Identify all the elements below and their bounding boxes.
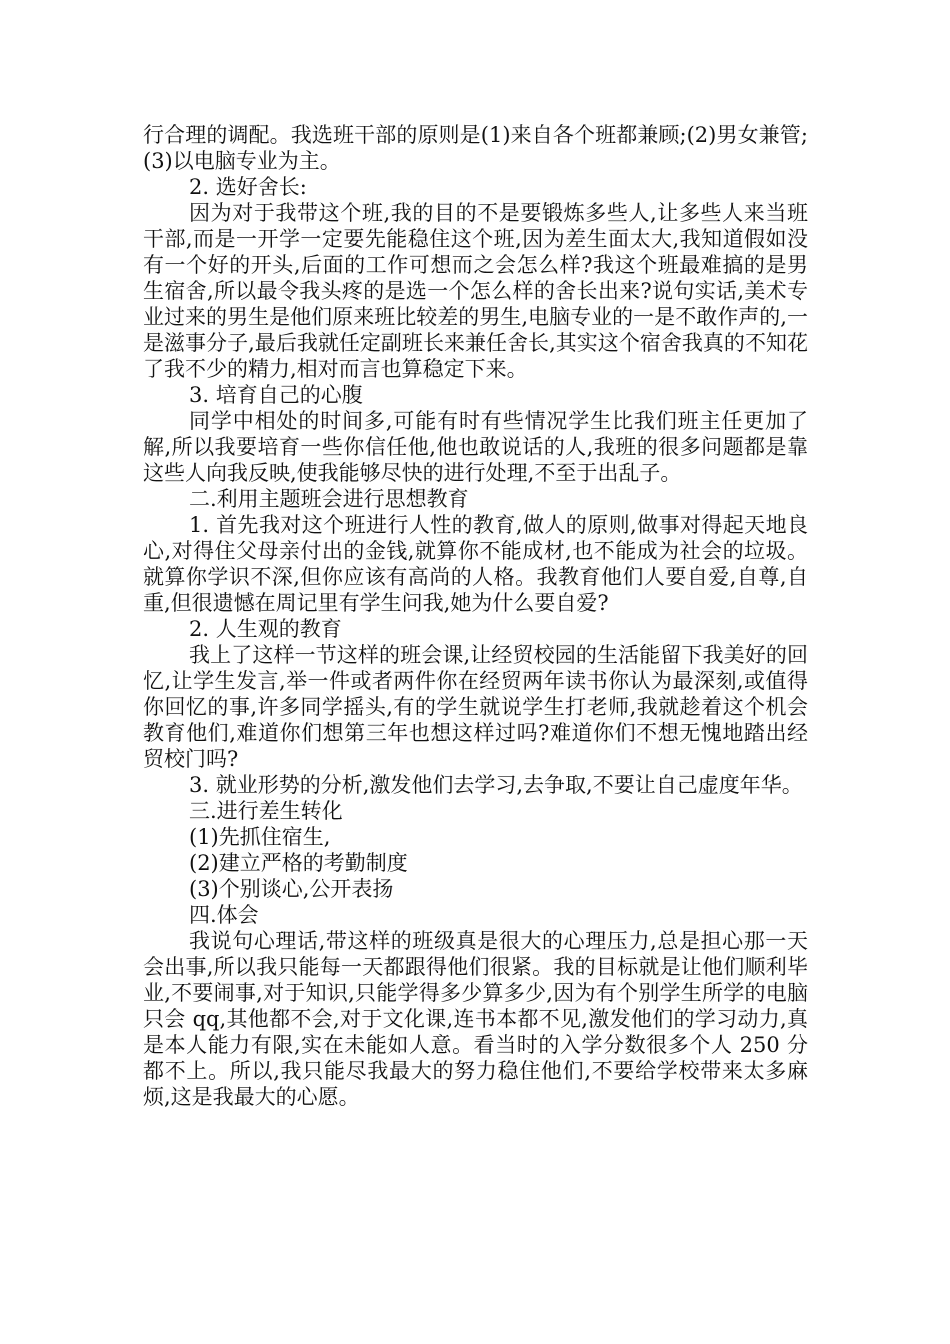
- subheading-select-dorm-leader: 2. 选好舍长:: [189, 175, 307, 199]
- list-item-attendance: (2)建立严格的考勤制度: [189, 851, 408, 875]
- subheading-life-outlook: 2. 人生观的教育: [189, 617, 342, 641]
- paragraph-confidants: 同学中相处的时间多,可能有时有些情况学生比我们班主任更加了解,所以我要培育一些你信任他,他也敢说话的人,我班的很多问题都是靠这些人向我反映,使我能够尽快的进行处理,不至于出乱子。: [143, 409, 808, 485]
- section-heading-reflection: 四.体会: [189, 903, 259, 927]
- paragraph-continuation: 行合理的调配。我选班干部的原则是(1)来自各个班都兼顾;(2)男女兼管;(3)以电脑专业为主。: [143, 123, 808, 173]
- list-item-talk-praise: (3)个别谈心,公开表扬: [189, 877, 394, 901]
- paragraph-life-outlook: 我上了这样一节这样的班会课,让经贸校园的生活能留下我美好的回忆,让学生发言,举一件或者两件你在经贸两年读书你认为最深刻,或值得你回忆的事,许多同学摇头,有的学生就说学生打老师,我就趁着这个机会教育他们,难道你们想第三年也想这样过吗?难道你们不想无愧地踏出经贸校门吗?: [143, 643, 808, 771]
- paragraph-humanity-education: 1. 首先我对这个班进行人性的教育,做人的原则,做事对得起天地良心,对得住父母亲付出的金钱,就算你不能成材,也不能成为社会的垃圾。就算你学识不深,但你应该有高尚的人格。我教育他们人要自爱,自尊,自重,但很遗憾在周记里有学生问我,她为什么要自爱?: [143, 513, 808, 615]
- subheading-cultivate-confidants: 3. 培育自己的心腹: [189, 383, 363, 407]
- paragraph-employment: 3. 就业形势的分析,激发他们去学习,去争取,不要让自己虚度年华。: [189, 773, 803, 797]
- paragraph-reflection: 我说句心理话,带这样的班级真是很大的心理压力,总是担心那一天会出事,所以我只能每一天都跟得他们很紧。我的目标就是让他们顺利毕业,不要闹事,对于知识,只能学得多少算多少,因为有个别学生所学的电脑只会 qq,其他都不会,对于文化课,连书本都不见,激发他们的学习动力,真是本人能力有限,实在未能如人意。看当时的入学分数很多个人 250 分都不上。所以,我只能尽我最大的努力稳住他们,不要给学校带来太多麻烦,这是我最大的心愿。: [143, 929, 808, 1109]
- document-page: [143, 122, 808, 1110]
- section-heading-class-meeting: 二.利用主题班会进行思想教育: [189, 487, 469, 511]
- paragraph-dorm-leader: 因为对于我带这个班,我的目的不是要锻炼多些人,让多些人来当班干部,而是一开学一定要先能稳住这个班,因为差生面太大,我知道假如没有一个好的开头,后面的工作可想而之会怎么样?我这个班最难搞的是男生宿舍,所以最令我头疼的是选一个怎么样的舍长出来?说句实话,美术专业过来的男生是他们原来班比较差的男生,电脑专业的一是不敢作声的,一是滋事分子,最后我就任定副班长来兼任舍长,其实这个宿舍我真的不知花了我不少的精力,相对而言也算稳定下来。: [143, 201, 808, 381]
- section-heading-student-transform: 三.进行差生转化: [189, 799, 343, 823]
- list-item-boarders: (1)先抓住宿生,: [189, 825, 331, 849]
